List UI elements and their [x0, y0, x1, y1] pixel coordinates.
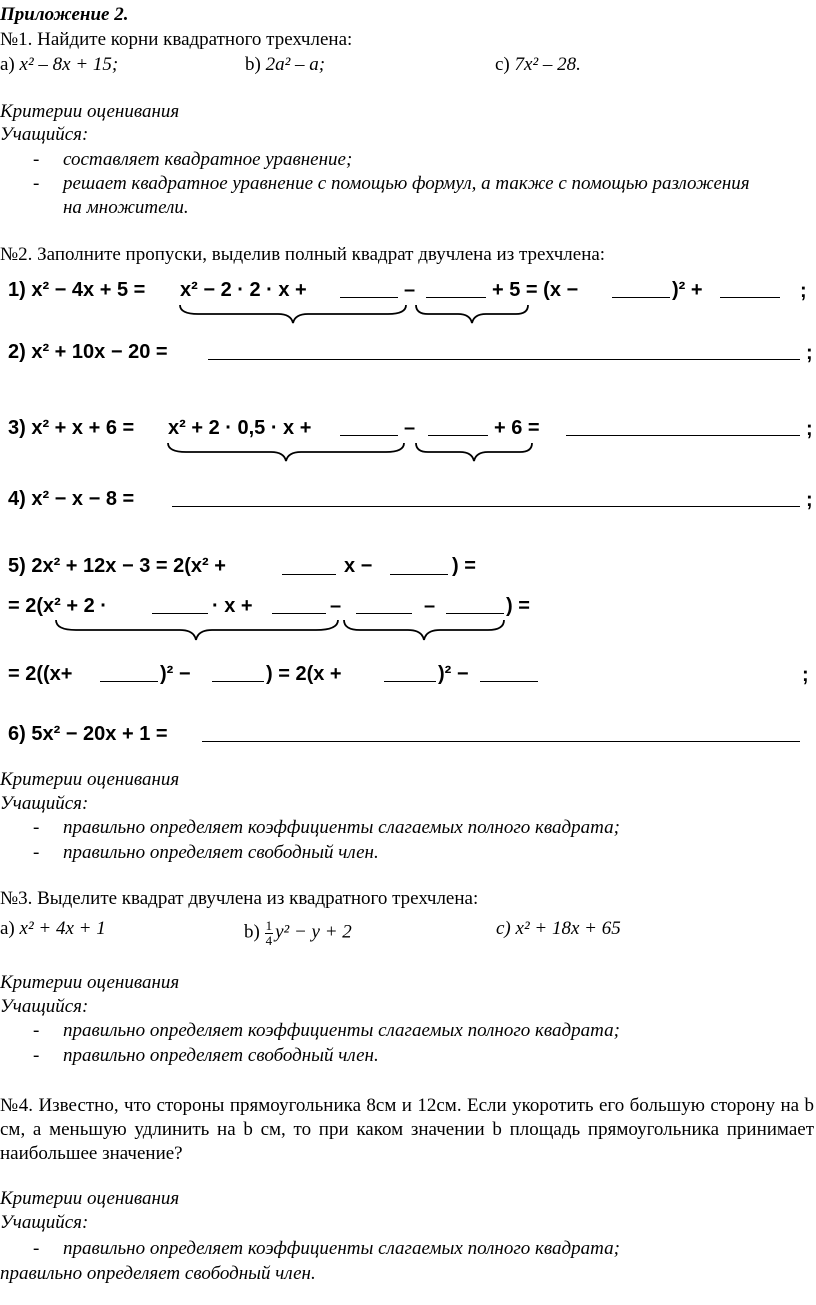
eq5-blank-7[interactable]: [100, 681, 158, 682]
eq6-blank[interactable]: [202, 741, 800, 742]
task1-item-c: c) 7x² – 28.: [495, 54, 581, 75]
eq3-brace-1: [166, 441, 406, 463]
eq1-minus: –: [404, 279, 416, 301]
eq5-line3-sq1: )² −: [160, 663, 191, 685]
task2-title: №2. Заполните пропуски, выделив полный квадрат двучлена из трехчлена:: [0, 244, 606, 265]
criteria1-item-2-cont: на множители.: [63, 197, 189, 218]
criteria1-student: Учащийся:: [0, 124, 89, 145]
eq3-minus: –: [404, 417, 416, 439]
criteria1-item-1: составляет квадратное уравнение;: [63, 149, 353, 170]
criteria2-item-1: правильно определяет коэффициенты слагаемых полного квадрата;: [63, 817, 620, 838]
task1-item-b: b) 2a² – a;: [245, 54, 326, 75]
eq5-line2-minus2: –: [424, 595, 436, 617]
eq3-blank-1[interactable]: [340, 435, 398, 436]
eq1-blank-3[interactable]: [612, 297, 670, 298]
eq4-semicolon: ;: [806, 489, 813, 511]
eq5-brace-1: [54, 618, 340, 642]
eq5-blank-6[interactable]: [446, 613, 504, 614]
eq5-blank-5[interactable]: [356, 613, 412, 614]
eq5-line2-x: · x +: [212, 595, 253, 617]
eq1-square: )² +: [672, 279, 703, 301]
eq5-line2-minus1: –: [330, 595, 342, 617]
task3-item-a: a) x² + 4x + 1: [0, 918, 106, 939]
criteria1-bullet-1: -: [33, 149, 40, 170]
eq3-part1: x² + 2 · 0,5 · x +: [168, 417, 312, 439]
eq5-blank-3[interactable]: [152, 613, 208, 614]
criteria3-item-1: правильно определяет коэффициенты слагаемых полного квадрата;: [63, 1020, 620, 1041]
criteria3-item-2: правильно определяет свободный член.: [63, 1045, 379, 1066]
task1-item-a: a) x² – 8x + 15;: [0, 54, 119, 75]
eq4-lhs: 4) x² − x − 8 =: [8, 488, 135, 510]
criteria4-item-2: правильно определяет свободный член.: [0, 1263, 316, 1284]
eq1-lhs: 1) x² − 4x + 5 =: [8, 279, 146, 301]
task3-title: №3. Выделите квадрат двучлена из квадратного трехчлена:: [0, 888, 479, 909]
eq5-line1-x: x −: [344, 555, 373, 577]
criteria2-item-2: правильно определяет свободный член.: [63, 842, 379, 863]
eq5-line1-end: ) =: [452, 555, 476, 577]
criteria2-student: Учащийся:: [0, 793, 89, 814]
eq1-plus5: + 5 = (x −: [492, 279, 579, 301]
eq2-lhs: 2) x² + 10x − 20 =: [8, 341, 168, 363]
task4-text: №4. Известно, что стороны прямоугольника 8см и 12см. Если укоротить его большую сторону на b см, а меньшую удлинить на b см, то при каком значении b площадь прямоугольника принимает наибольшее значение?: [0, 1095, 814, 1164]
eq5-line3-mid: ) = 2(x +: [266, 663, 342, 685]
criteria2-heading: Критерии оценивания: [0, 769, 180, 790]
eq5-brace-2: [342, 618, 506, 642]
eq5-line3-start: = 2((x+: [8, 663, 73, 685]
eq1-brace-2: [414, 303, 530, 325]
criteria3-student: Учащийся:: [0, 996, 89, 1017]
task3-item-b: b) $\frac{1}{4}$ y² − y + 2: [244, 918, 352, 948]
eq5-blank-4[interactable]: [272, 613, 326, 614]
eq5-blank-9[interactable]: [384, 681, 436, 682]
eq5-line3-sq2: )² −: [438, 663, 469, 685]
task3-item-c: c) x² + 18x + 65: [496, 918, 621, 939]
eq6-lhs: 6) 5x² − 20x + 1 =: [8, 723, 168, 745]
eq3-semicolon: ;: [806, 418, 813, 440]
criteria2-bullet-2: -: [33, 842, 40, 863]
eq1-brace-1: [178, 303, 408, 325]
eq1-blank-1[interactable]: [340, 297, 398, 298]
eq3-blank-2[interactable]: [428, 435, 488, 436]
eq1-semicolon: ;: [800, 280, 807, 302]
appendix-title: Приложение 2.: [0, 4, 129, 25]
criteria3-heading: Критерии оценивания: [0, 972, 180, 993]
eq5-blank-8[interactable]: [212, 681, 264, 682]
eq3-blank-3[interactable]: [566, 435, 800, 436]
criteria4-item-1: правильно определяет коэффициенты слагаемых полного квадрата;: [63, 1238, 620, 1259]
criteria1-item-2: решает квадратное уравнение с помощью формул, а также с помощью разложения: [63, 173, 750, 194]
eq2-blank[interactable]: [208, 359, 800, 360]
criteria3-bullet-2: -: [33, 1045, 40, 1066]
eq1-part1: x² − 2 · 2 · x +: [180, 279, 307, 301]
eq5-blank-1[interactable]: [282, 574, 336, 575]
eq5-line2-start: = 2(x² + 2 ·: [8, 595, 107, 617]
eq5-line2-end: ) =: [506, 595, 530, 617]
criteria2-bullet-1: -: [33, 817, 40, 838]
eq5-line1-lhs: 5) 2x² + 12x − 3 = 2(x² +: [8, 555, 226, 577]
eq3-plus6: + 6 =: [494, 417, 540, 439]
criteria4-heading: Критерии оценивания: [0, 1188, 180, 1209]
criteria4-bullet-1: -: [33, 1238, 40, 1259]
eq3-lhs: 3) x² + x + 6 =: [8, 417, 135, 439]
eq3-brace-2: [414, 441, 534, 463]
eq2-semicolon: ;: [806, 342, 813, 364]
eq5-blank-2[interactable]: [390, 574, 448, 575]
eq1-blank-4[interactable]: [720, 297, 780, 298]
task1-title: №1. Найдите корни квадратного трехчлена:: [0, 29, 353, 50]
eq1-blank-2[interactable]: [426, 297, 486, 298]
fraction-one-quarter: $\frac{1}{4}$: [265, 918, 273, 948]
eq4-blank[interactable]: [172, 506, 800, 507]
eq5-blank-10[interactable]: [480, 681, 538, 682]
eq5-semicolon: ;: [802, 664, 809, 686]
criteria1-heading: Критерии оценивания: [0, 101, 180, 122]
criteria4-student: Учащийся:: [0, 1212, 89, 1233]
criteria1-bullet-2: -: [33, 173, 40, 194]
criteria3-bullet-1: -: [33, 1020, 40, 1041]
